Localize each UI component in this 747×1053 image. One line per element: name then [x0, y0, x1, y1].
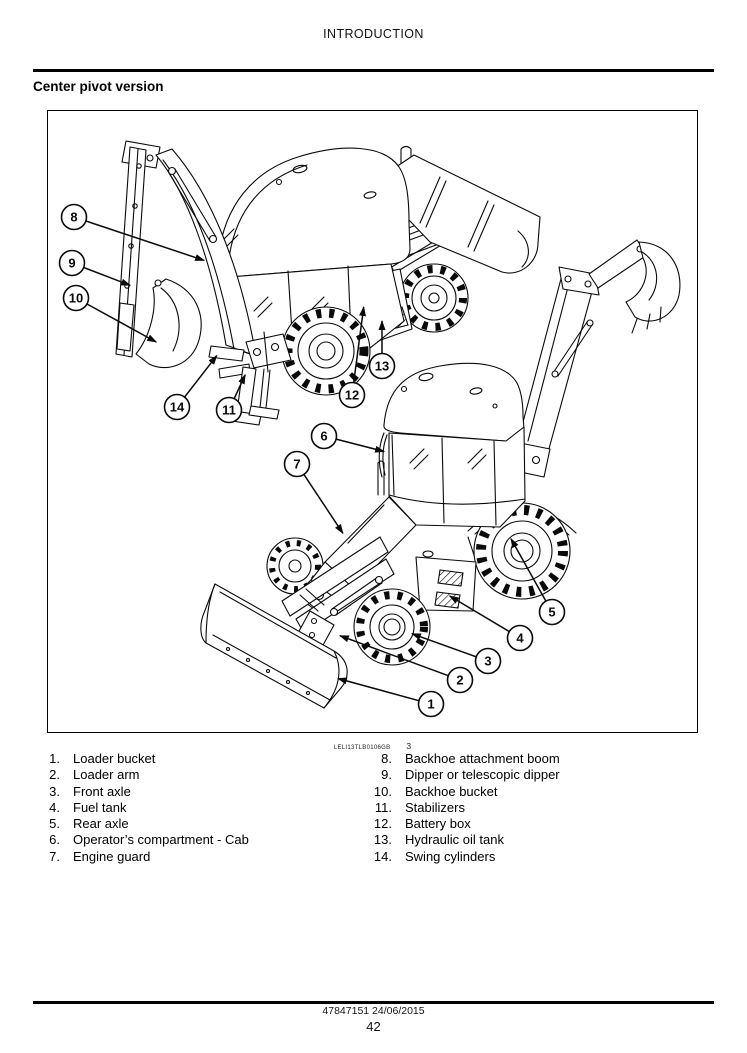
callout-7: [285, 452, 343, 534]
legend-item: [33, 751, 353, 767]
legend-item-number: 8.: [381, 751, 392, 766]
callout-leader-line: [450, 596, 510, 632]
legend-item-label: Backhoe bucket: [405, 783, 498, 799]
legend-item-label: Engine guard: [73, 848, 151, 864]
legend-item-label: Stabilizers: [405, 799, 465, 815]
callout-4: [450, 596, 533, 651]
legend-item-number: 14.: [373, 848, 392, 864]
backhoe-bucket: [136, 279, 201, 368]
legend-column-right: [365, 751, 715, 865]
callout-number: 7: [293, 456, 301, 472]
callout-number: 10: [68, 290, 84, 306]
callout-number: 8: [70, 209, 78, 225]
callout-10: [64, 286, 157, 343]
legend-item-number: 3.: [49, 783, 60, 799]
legend-column-left: [33, 751, 353, 865]
callout-number: 12: [344, 387, 360, 403]
callout-number: 6: [320, 428, 328, 444]
legend-item-label: Rear axle: [73, 816, 129, 832]
legend-item: [365, 784, 715, 800]
backhoe-loader-diagram: [48, 111, 697, 732]
callout-6: [312, 424, 385, 452]
legend-item-number: 9.: [381, 767, 392, 783]
legend-item-number: 7.: [49, 848, 60, 864]
legend-item: [33, 784, 353, 800]
callout-number: 5: [548, 604, 556, 620]
fuel-tank: [416, 551, 476, 611]
footer-reference: 47847151 24/06/2015: [322, 1005, 425, 1017]
section-title: Center pivot version: [33, 79, 164, 94]
header-rule: [33, 69, 714, 72]
figure-caption-code: LELI13TLB0106GB: [333, 745, 391, 751]
legend-item-number: 6.: [49, 832, 60, 848]
legend-item-number: 1.: [49, 751, 60, 766]
legend-item: [365, 767, 715, 783]
legend-item-number: 5.: [49, 816, 60, 832]
cab-bottom: [378, 363, 525, 527]
legend-item-number: 12.: [373, 816, 392, 832]
callout-number: 14: [169, 399, 185, 415]
callout-number: 11: [222, 402, 236, 418]
legend-item: [365, 800, 715, 816]
callout-number: 2: [456, 672, 464, 688]
legend-item-number: 10.: [373, 783, 392, 799]
legend-item-label: Swing cylinders: [405, 848, 496, 864]
callout-leader-line: [304, 474, 343, 533]
legend-item-label: Operator’s compartment - Cab: [73, 832, 249, 848]
callout-number: 13: [374, 358, 390, 374]
footer-page-number: 42: [366, 1019, 381, 1034]
legend-item: [33, 849, 353, 865]
legend-item: [33, 832, 353, 848]
callout-leader-line: [185, 356, 217, 398]
callout-number: 4: [516, 630, 524, 646]
legend-item-number: 2.: [49, 767, 60, 783]
figure-caption-number: 3: [406, 741, 412, 751]
callout-9: [60, 251, 131, 286]
callout-number: 1: [427, 696, 435, 712]
legend-item-number: 11.: [374, 799, 392, 815]
callout-1: [338, 679, 444, 717]
legend-item-label: Front axle: [73, 783, 131, 799]
callout-leader-line: [336, 439, 384, 451]
legend-item-number: 4.: [49, 799, 60, 815]
legend-item: [365, 832, 715, 848]
legend-item: [365, 751, 715, 767]
legend-item-label: Dipper or telescopic dipper: [405, 767, 560, 783]
rear-wheel-top: [282, 307, 370, 395]
callout-leader-line: [338, 679, 419, 701]
legend-item: [33, 767, 353, 783]
footer-rule: [33, 1001, 714, 1004]
legend-item: [365, 816, 715, 832]
legend-item: [33, 816, 353, 832]
handrail: [379, 433, 387, 477]
page-header-title: INTRODUCTION: [323, 27, 424, 41]
legend-item-label: Loader arm: [73, 767, 140, 783]
legend-item-label: Hydraulic oil tank: [405, 832, 504, 848]
legend-item-label: Fuel tank: [73, 799, 127, 815]
callout-number: 3: [484, 653, 492, 669]
legend-item-number: 13.: [373, 832, 392, 848]
callout-number: 9: [68, 255, 76, 271]
callout-leader-line: [86, 221, 204, 260]
figure-frame: [47, 110, 698, 733]
legend-item-label: Battery box: [405, 816, 471, 832]
legend-item-label: Loader bucket: [73, 751, 156, 766]
legend-item-label: Backhoe attachment boom: [405, 751, 560, 766]
front-wheel-bottom: [354, 589, 430, 665]
legend-item: [365, 849, 715, 865]
legend-item: [33, 800, 353, 816]
